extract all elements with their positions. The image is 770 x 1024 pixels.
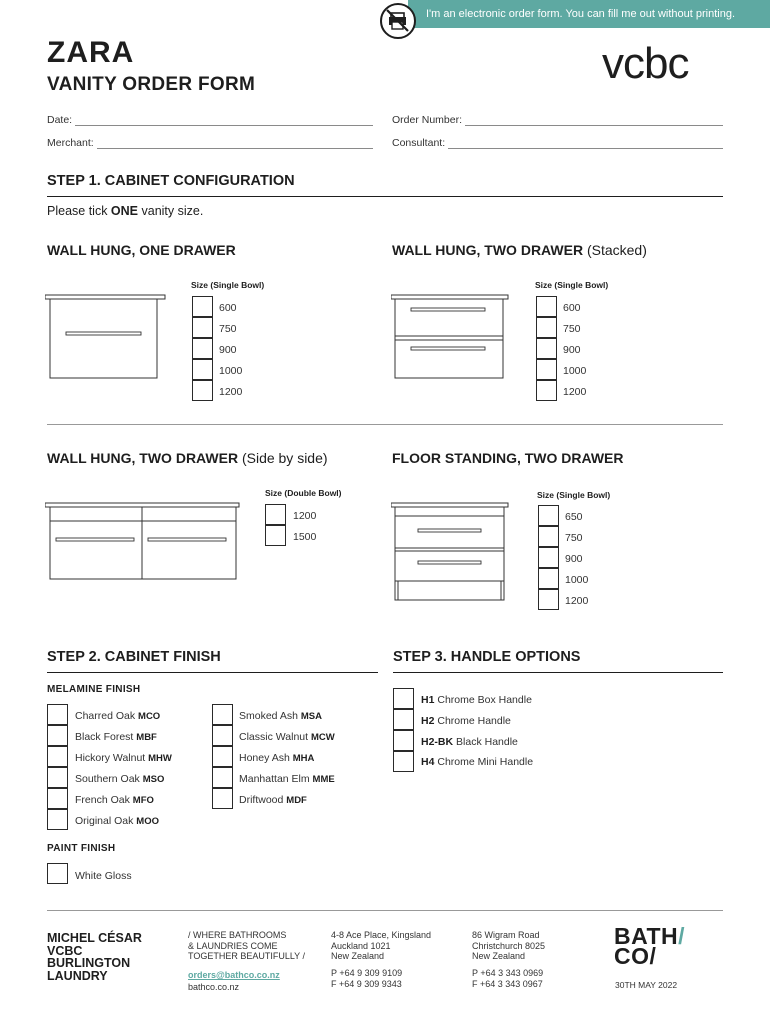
size-label: 750 (219, 323, 237, 335)
handle-label: H4 Chrome Mini Handle (421, 756, 534, 768)
no-print-icon (380, 3, 416, 39)
footer-christchurch-address: 86 Wigram Road Christchurch 8025 New Zealand (472, 930, 546, 961)
size-checkbox-config4-1200[interactable] (538, 589, 559, 610)
vcbc-logo (602, 42, 726, 89)
size-checkbox-config2-1200[interactable] (536, 380, 557, 401)
order-number-field[interactable] (392, 114, 723, 126)
handle-checkbox-h4[interactable] (393, 751, 414, 772)
consultant-label: Consultant: (392, 137, 446, 149)
size-label: 1000 (565, 574, 589, 586)
step2-title: STEP 2. CABINET FINISH (47, 649, 221, 665)
size-checkbox-config1-900[interactable] (192, 338, 213, 359)
consultant-input-line[interactable] (448, 139, 723, 149)
size-checkbox-config2-600[interactable] (536, 296, 557, 317)
size-label: 600 (563, 302, 581, 314)
config1-size-header: Size (Single Bowl) (191, 280, 265, 290)
handle-label: H2-BK Black Handle (421, 736, 518, 748)
handle-label: H1 Chrome Box Handle (421, 694, 532, 706)
size-checkbox-config1-750[interactable] (192, 317, 213, 338)
size-label: 1500 (293, 531, 317, 543)
finish-label: Smoked Ash MSA (239, 710, 322, 722)
size-checkbox-config4-750[interactable] (538, 526, 559, 547)
wall-hung-two-drawer-stacked-illustration (391, 293, 513, 388)
finish-label: White Gloss (75, 870, 132, 882)
date-field[interactable] (47, 114, 373, 126)
size-checkbox-config4-900[interactable] (538, 547, 559, 568)
melamine-finish-label: MELAMINE FINISH (47, 684, 141, 695)
document-date: 30TH MAY 2022 (615, 980, 678, 990)
size-label: 750 (565, 532, 583, 544)
size-label: 1000 (219, 365, 243, 377)
finish-label: Southern Oak MSO (75, 773, 165, 785)
wall-hung-two-drawer-side-illustration (45, 501, 241, 588)
size-label: 1200 (293, 510, 317, 522)
footer-auckland-contact: P +64 9 309 9109 F +64 9 309 9343 (331, 968, 403, 989)
electronic-form-banner: I'm an electronic order form. You can fill me out without printing. (408, 0, 770, 28)
finish-checkbox-mdf[interactable] (212, 788, 233, 809)
footer-christchurch-contact: P +64 3 343 0969 F +64 3 343 0967 (472, 968, 544, 989)
finish-checkbox-moo[interactable] (47, 809, 68, 830)
brand-name: BURLINGTON (47, 956, 131, 970)
svg-text:vcbc: vcbc (602, 42, 689, 84)
size-label: 900 (219, 344, 237, 356)
size-label: 650 (565, 511, 583, 523)
finish-label: Honey Ash MHA (239, 752, 315, 764)
brand-name: MICHEL CÉSAR (47, 931, 142, 945)
footer-auckland-address: 4-8 Ace Place, Kingsland Auckland 1021 New Zealand (331, 930, 432, 961)
size-label: 600 (219, 302, 237, 314)
size-label: 750 (563, 323, 581, 335)
size-checkbox-config3-1200[interactable] (265, 504, 286, 525)
finish-label: French Oak MFO (75, 794, 154, 806)
size-label: 1000 (563, 365, 587, 377)
size-checkbox-config4-1000[interactable] (538, 568, 559, 589)
floor-standing-two-drawer-illustration (391, 501, 509, 608)
size-checkbox-config1-600[interactable] (192, 296, 213, 317)
consultant-field[interactable] (392, 137, 723, 149)
handle-label: H2 Chrome Handle (421, 715, 511, 727)
finish-checkbox-white-gloss[interactable] (47, 863, 68, 884)
finish-label: Classic Walnut MCW (239, 731, 335, 743)
date-input-line[interactable] (75, 116, 373, 126)
footer-brand-list (47, 932, 142, 982)
handle-checkbox-h2[interactable] (393, 709, 414, 730)
size-label: 900 (565, 553, 583, 565)
config2-size-header: Size (Single Bowl) (535, 280, 609, 290)
footer-website[interactable]: bathco.co.nz (188, 982, 240, 992)
size-label: 1200 (565, 595, 589, 607)
finish-checkbox-msa[interactable] (212, 704, 233, 725)
size-checkbox-config2-1000[interactable] (536, 359, 557, 380)
config4-size-header: Size (Single Bowl) (537, 490, 611, 500)
finish-checkbox-mha[interactable] (212, 746, 233, 767)
merchant-label: Merchant: (47, 137, 94, 149)
order-number-input-line[interactable] (465, 116, 723, 126)
config-wall-hung-one-drawer-title: WALL HUNG, ONE DRAWER (47, 242, 236, 258)
handle-checkbox-h2-bk[interactable] (393, 730, 414, 751)
size-label: 900 (563, 344, 581, 356)
brand-name: VCBC (47, 943, 83, 958)
config-wall-hung-two-drawer-stacked-title: WALL HUNG, TWO DRAWER (Stacked) (392, 242, 647, 258)
footer-email-link[interactable]: orders@bathco.co.nz (188, 970, 280, 980)
step1-title: STEP 1. CABINET CONFIGURATION (47, 173, 295, 189)
handle-checkbox-h1[interactable] (393, 688, 414, 709)
step2-rule (47, 672, 378, 673)
wall-hung-one-drawer-illustration (45, 293, 167, 388)
size-label: 1200 (219, 386, 243, 398)
step1-rule (47, 196, 723, 197)
finish-label: Black Forest MBF (75, 731, 157, 743)
bathco-logo: BATH/ CO/ (614, 923, 686, 969)
size-checkbox-config1-1200[interactable] (192, 380, 213, 401)
finish-label: Manhattan Elm MME (239, 773, 335, 785)
finish-label: Charred Oak MCO (75, 710, 161, 722)
size-checkbox-config3-1500[interactable] (265, 525, 286, 546)
config3-size-header: Size (Double Bowl) (265, 488, 342, 498)
size-checkbox-config2-750[interactable] (536, 317, 557, 338)
product-brand: ZARA (47, 36, 135, 69)
page-title: VANITY ORDER FORM (47, 74, 256, 95)
finish-checkbox-mco[interactable] (47, 704, 68, 725)
finish-checkbox-mme[interactable] (212, 767, 233, 788)
brand-name: LAUNDRY (47, 968, 108, 983)
finish-checkbox-mbf[interactable] (47, 725, 68, 746)
config-wall-hung-two-drawer-side-title: WALL HUNG, TWO DRAWER (Side by side) (47, 450, 328, 466)
footer-tagline: / WHERE BATHROOMS & LAUNDRIES COME TOGETHER BEAUTIFULLY / (188, 930, 306, 961)
config-divider (47, 424, 723, 425)
finish-checkbox-mhw[interactable] (47, 746, 68, 767)
size-label: 1200 (563, 386, 587, 398)
finish-label: Original Oak MOO (75, 815, 159, 827)
size-checkbox-config4-650[interactable] (538, 505, 559, 526)
step1-instruction: Please tick ONE vanity size. (47, 204, 204, 218)
size-checkbox-config2-900[interactable] (536, 338, 557, 359)
merchant-input-line[interactable] (97, 139, 373, 149)
step3-title: STEP 3. HANDLE OPTIONS (393, 649, 581, 665)
paint-finish-label: PAINT FINISH (47, 843, 116, 854)
finish-checkbox-mfo[interactable] (47, 788, 68, 809)
finish-checkbox-mcw[interactable] (212, 725, 233, 746)
footer-rule (47, 910, 723, 911)
size-checkbox-config1-1000[interactable] (192, 359, 213, 380)
config-floor-standing-two-drawer-title: FLOOR STANDING, TWO DRAWER (392, 450, 624, 466)
step3-rule (393, 672, 723, 673)
date-label: Date: (47, 114, 73, 126)
finish-label: Driftwood MDF (239, 794, 307, 806)
finish-label: Hickory Walnut MHW (75, 752, 172, 764)
finish-checkbox-mso[interactable] (47, 767, 68, 788)
merchant-field[interactable] (47, 137, 373, 149)
order-number-label: Order Number: (392, 114, 463, 126)
